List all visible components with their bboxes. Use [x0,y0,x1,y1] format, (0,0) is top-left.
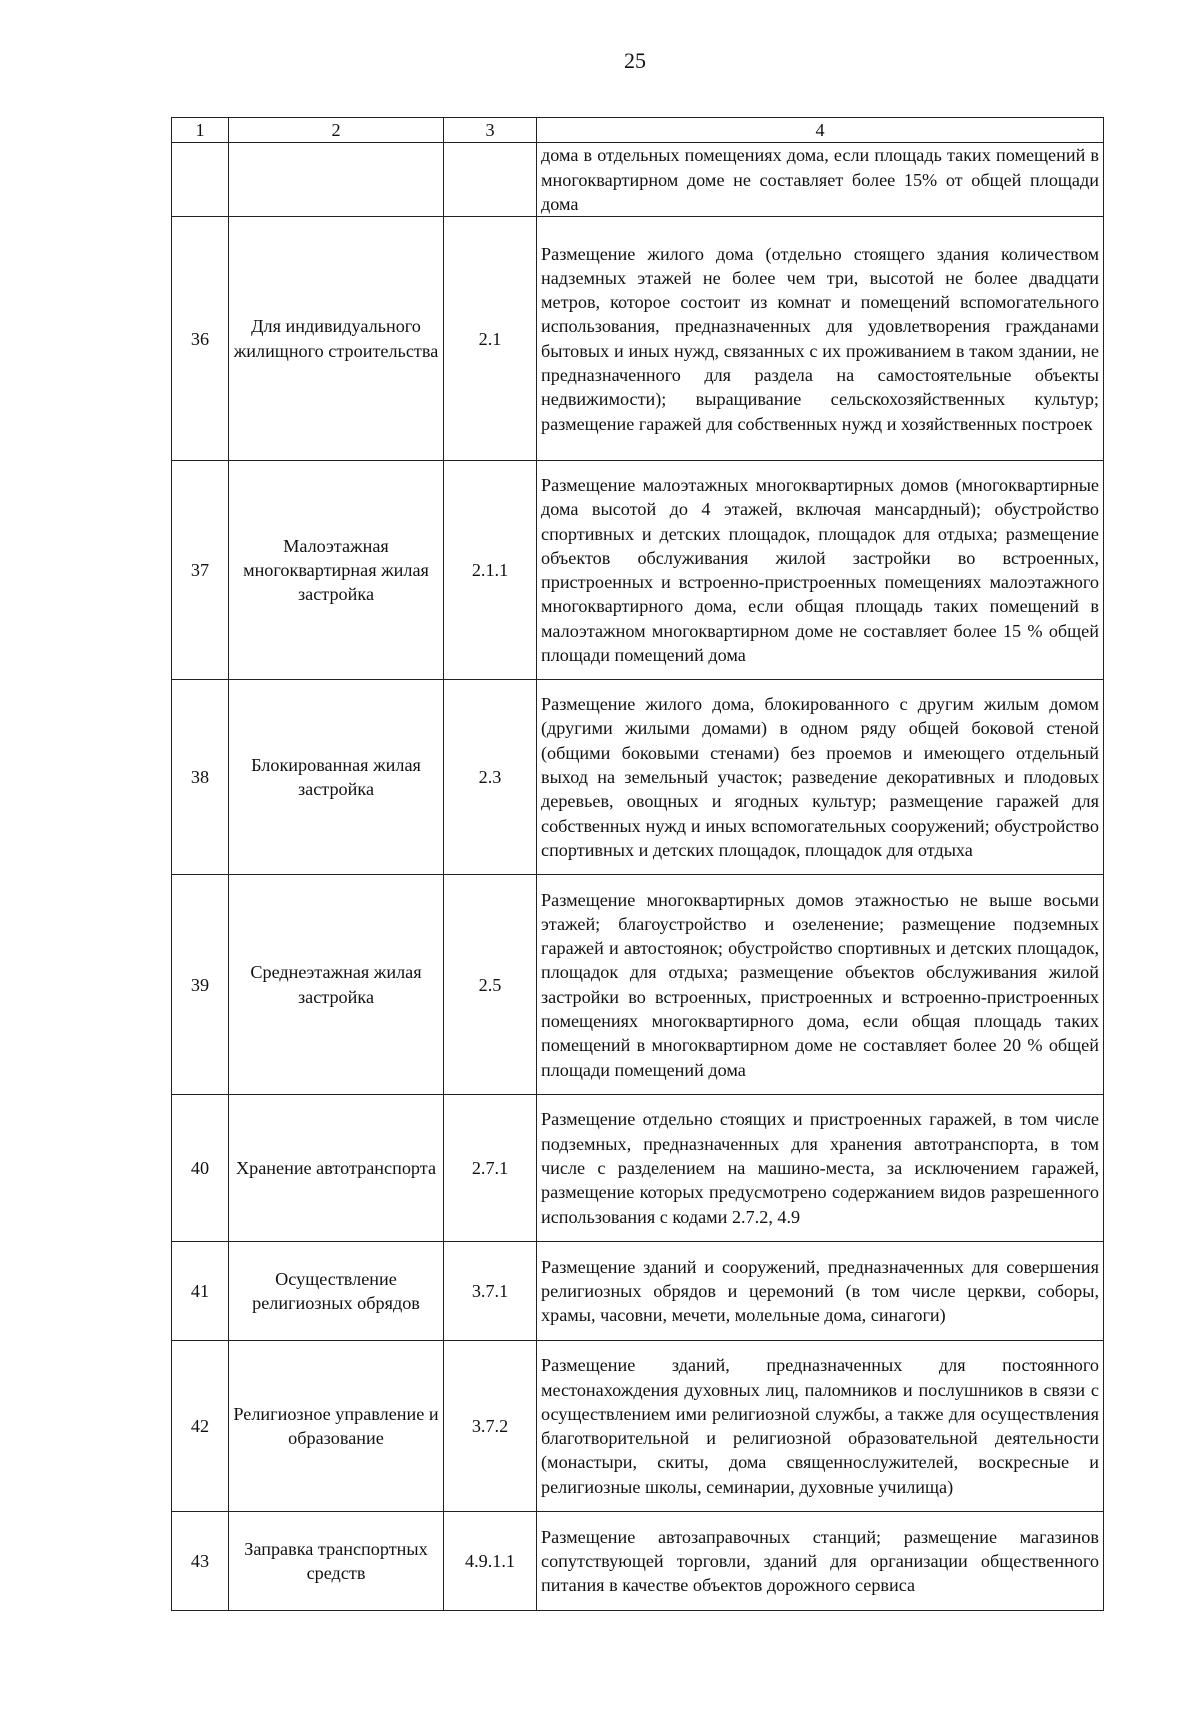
page-number: 25 [624,48,646,73]
row-number-cell: 41 [172,1242,229,1341]
table-header-row [172,118,1104,143]
row-code-cell: 2.1.1 [444,461,537,680]
row-description-cell: Размещение многоквартирных домов этажностью не выше восьми этажей; благоустройство и озеленение; размещение подземных гаражей и автостоянок; обустройство спортивных и детских площадок, площадок для отдыха; размещение объектов обслуживания жилой застройки во встроенных, пристроенных и встроенно-пристроенных помещениях многоквартирного дома, если общая площадь таких помещений в многоквартирном доме не составляет более 20 % общей площади помещений дома [537,875,1104,1095]
row-number-cell: 42 [172,1341,229,1512]
row-number-cell: 38 [172,680,229,875]
row-code-cell: 3.7.2 [444,1341,537,1512]
row-code-cell: 2.3 [444,680,537,875]
row-description-cell: Размещение жилого дома (отдельно стоящего здания количеством надземных этажей не более чем три, высотой не более двадцати метров, которое состоит из комнат и помещений вспомогательного использования, предназначенных для удовлетворения гражданами бытовых и иных нужд, связанных с их проживанием в таком здании, не предназначенного для раздела на самостоятельные объекты недвижимости); выращивание сельскохозяйственных культур; размещение гаражей для собственных нужд и хозяйственных построек [537,217,1104,461]
row-description-cell: Размещение отдельно стоящих и пристроенных гаражей, в том числе подземных, предназначенных для хранения автотранспорта, в том числе с разделением на машино-места, за исключением гаражей, размещение которых предусмотрено содержанием видов разрешенного использования с кодами 2.7.2, 4.9 [537,1095,1104,1242]
column-header-4: 4 [537,118,1104,143]
row-number-cell: 36 [172,217,229,461]
table-row [172,217,1104,461]
row-code-cell: 2.5 [444,875,537,1095]
row-name-cell: Религиозное управление и образование [229,1341,444,1512]
table-row [172,680,1104,875]
table-row [172,1095,1104,1242]
row-number-cell [172,143,229,217]
row-name-cell: Блокированная жилая застройка [229,680,444,875]
row-name-cell: Малоэтажная многоквартирная жилая застройка [229,461,444,680]
row-description-cell: Размещение зданий, предназначенных для постоянного местонахождения духовных лиц, паломников и послушников в связи с осуществлением ими религиозной службы, а также для осуществления благотворительной и религиозной образовательной деятельности (монастыри, скиты, дома священнослужителей, воскресные и религиозные школы, семинарии, духовные училища) [537,1341,1104,1512]
row-name-cell: Заправка транспортных средств [229,1512,444,1611]
table-row [172,875,1104,1095]
table-row [172,1242,1104,1341]
row-code-cell [444,143,537,217]
land-use-table [171,117,1104,1611]
row-description-cell: Размещение зданий и сооружений, предназначенных для совершения религиозных обрядов и церемоний (в том числе церкви, соборы, храмы, часовни, мечети, молельные дома, синагоги) [537,1242,1104,1341]
row-number-cell: 40 [172,1095,229,1242]
column-header-1: 1 [172,118,229,143]
row-description-cell: Размещение жилого дома, блокированного с другим жилым домом (другими жилыми домами) в одном ряду общей боковой стеной (общими боковыми стенами) без проемов и имеющего отдельный выход на земельный участок; разведение декоративных и плодовых деревьев, овощных и ягодных культур; размещение гаражей для собственных нужд и иных вспомогательных сооружений; обустройство спортивных и детских площадок, площадок для отдыха [537,680,1104,875]
row-description-cell: дома в отдельных помещениях дома, если площадь таких помещений в многоквартирном доме не составляет более 15% от общей площади дома [537,143,1104,217]
column-header-2: 2 [229,118,444,143]
row-code-cell: 3.7.1 [444,1242,537,1341]
column-header-3: 3 [444,118,537,143]
table-row-continuation [172,143,1104,217]
row-description-cell: Размещение малоэтажных многоквартирных домов (многоквартирные дома высотой до 4 этажей, включая мансардный); обустройство спортивных и детских площадок, площадок для отдыха; размещение объектов обслуживания жилой застройки во встроенных, пристроенных и встроенно-пристроенных помещениях малоэтажного многоквартирного дома, если общая площадь таких помещений в малоэтажном многоквартирном доме не составляет более 15 % общей площади помещений дома [537,461,1104,680]
row-name-cell: Осуществление религиозных обрядов [229,1242,444,1341]
row-name-cell: Для индивидуального жилищного строительства [229,217,444,461]
table-row [172,1341,1104,1512]
row-number-cell: 39 [172,875,229,1095]
table-row [172,1512,1104,1611]
table-row [172,461,1104,680]
row-code-cell: 2.7.1 [444,1095,537,1242]
row-description-cell: Размещение автозаправочных станций; размещение магазинов сопутствующей торговли, зданий для организации общественного питания в качестве объектов дорожного сервиса [537,1512,1104,1611]
row-name-cell: Среднеэтажная жилая застройка [229,875,444,1095]
row-number-cell: 43 [172,1512,229,1611]
row-code-cell: 4.9.1.1 [444,1512,537,1611]
row-number-cell: 37 [172,461,229,680]
row-name-cell: Хранение автотранспорта [229,1095,444,1242]
row-name-cell [229,143,444,217]
row-code-cell: 2.1 [444,217,537,461]
